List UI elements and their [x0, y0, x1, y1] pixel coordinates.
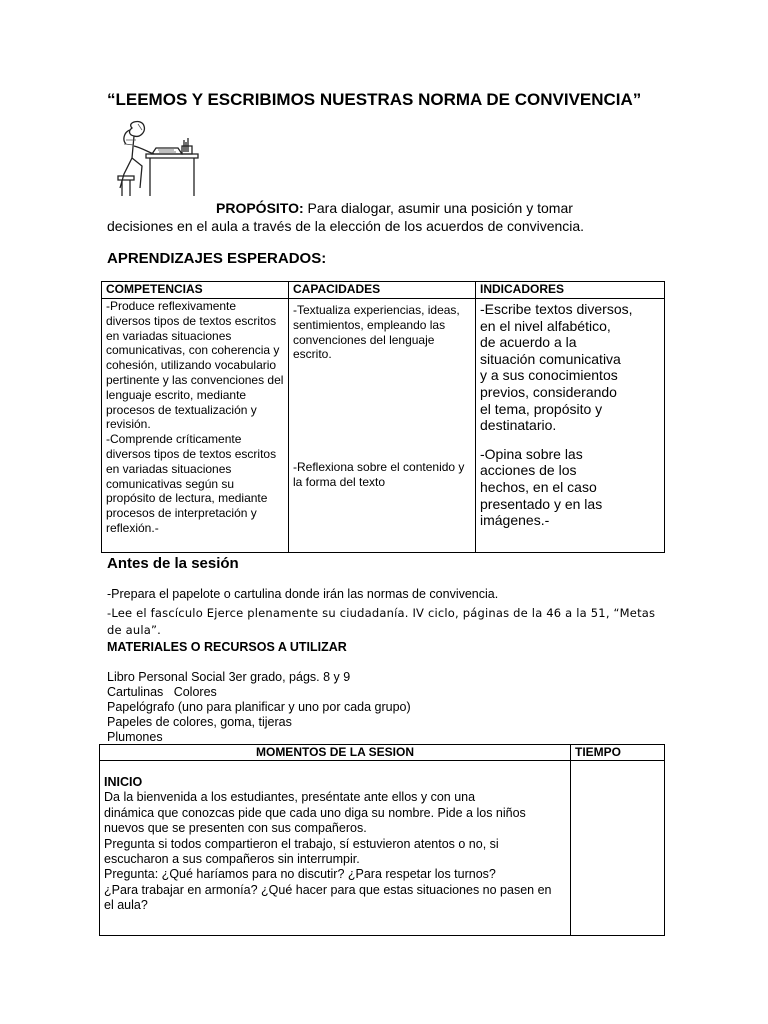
- inicio-line: dinámica que conozcas pide que cada uno diga su nombre. Pide a los niños: [104, 805, 526, 820]
- inicio-line: nuevos que se presenten con sus compañeros.: [104, 821, 367, 836]
- proposito-section: [107, 199, 707, 235]
- header-momentos: MOMENTOS DE LA SESION: [100, 745, 571, 761]
- student-writing-illustration: [112, 118, 204, 200]
- indicador-1: -Escribe textos diversos, en el nivel alfabético, de acuerdo a la situación comunicativa y a sus conocimientos previos, considerando el tema, propósito y destinatario.: [480, 301, 633, 434]
- capacidad-1: -Textualiza experiencias, ideas, sentimientos, empleando las convenciones del lenguaje escrito.: [293, 303, 460, 362]
- capacidades-cell: [289, 299, 476, 553]
- inicio-line: Pregunta si todos compartieron el trabajo, sí estuvieron atentos o no, si: [104, 836, 499, 851]
- capacidad-2: -Reflexiona sobre el contenido y la forma del texto: [293, 460, 465, 489]
- antes-item-1: -Prepara el papelote o cartulina donde irán las normas de convivencia.: [107, 587, 499, 601]
- materiales-item: Plumones: [107, 730, 163, 744]
- tiempo-cell: [571, 761, 665, 936]
- momentos-cell: [100, 761, 571, 936]
- header-indicadores: INDICADORES: [476, 282, 665, 299]
- inicio-line: el aula?: [104, 898, 148, 913]
- inicio-line: ¿Para trabajar en armonía? ¿Qué hacer para que estas situaciones no pasen en: [104, 882, 552, 897]
- header-tiempo: TIEMPO: [571, 745, 665, 761]
- inicio-label: INICIO: [104, 775, 143, 789]
- aprendizajes-table: [101, 281, 665, 553]
- proposito-text-line1: Para dialogar, asumir una posición y tomar: [307, 200, 573, 216]
- header-competencias: COMPETENCIAS: [102, 282, 289, 299]
- materiales-item: Libro Personal Social 3er grado, págs. 8 y 9: [107, 670, 351, 684]
- indicador-2: -Opina sobre las acciones de los hechos, en el caso presentado y en las imágenes.-: [480, 445, 603, 529]
- materiales-heading: MATERIALES O RECURSOS A UTILIZAR: [107, 640, 347, 654]
- antes-item-2: -Lee el fascículo Ejerce plenamente su ciudadanía. IV ciclo, páginas de la 46 a la 51, “Metas de aula”.: [107, 606, 656, 637]
- indicadores-cell: [476, 299, 665, 553]
- inicio-line: escucharon a sus compañeros sin interrumpir.: [104, 852, 360, 867]
- materiales-list: [107, 670, 411, 745]
- document-title: “LEEMOS Y ESCRIBIMOS NUESTRAS NORMA DE CONVIVENCIA”: [107, 90, 642, 109]
- antes-heading: Antes de la sesión: [107, 555, 239, 572]
- materiales-item: Papeles de colores, goma, tijeras: [107, 715, 292, 729]
- competencias-text: -Produce reflexivamente diversos tipos de textos escritos en variadas situaciones comunicativas, con coherencia y cohesión, utilizando vocabulario pertinente y las convenciones del lenguaje escrito, mediante procesos de textualización y revisión. -Comprende críticamente diversos tipos de textos escritos en variadas situaciones comunicativas según su propósito de lectura, mediante procesos de interpretación y reflexión.-: [106, 299, 284, 535]
- aprendizajes-heading: APRENDIZAJES ESPERADOS:: [107, 250, 327, 267]
- proposito-label: PROPÓSITO:: [216, 200, 304, 216]
- proposito-text-line2: decisiones en el aula a través de la elección de los acuerdos de convivencia.: [107, 218, 585, 234]
- inicio-line: Da la bienvenida a los estudiantes, preséntate ante ellos y con una: [104, 790, 476, 805]
- materiales-item: Cartulinas Colores: [107, 685, 217, 699]
- inicio-line: Pregunta: ¿Qué haríamos para no discutir? ¿Para respetar los turnos?: [104, 867, 496, 882]
- materiales-item: Papelógrafo (uno para planificar y uno por cada grupo): [107, 700, 411, 714]
- competencias-cell: [102, 299, 289, 553]
- momentos-table: [99, 744, 665, 936]
- header-capacidades: CAPACIDADES: [289, 282, 476, 299]
